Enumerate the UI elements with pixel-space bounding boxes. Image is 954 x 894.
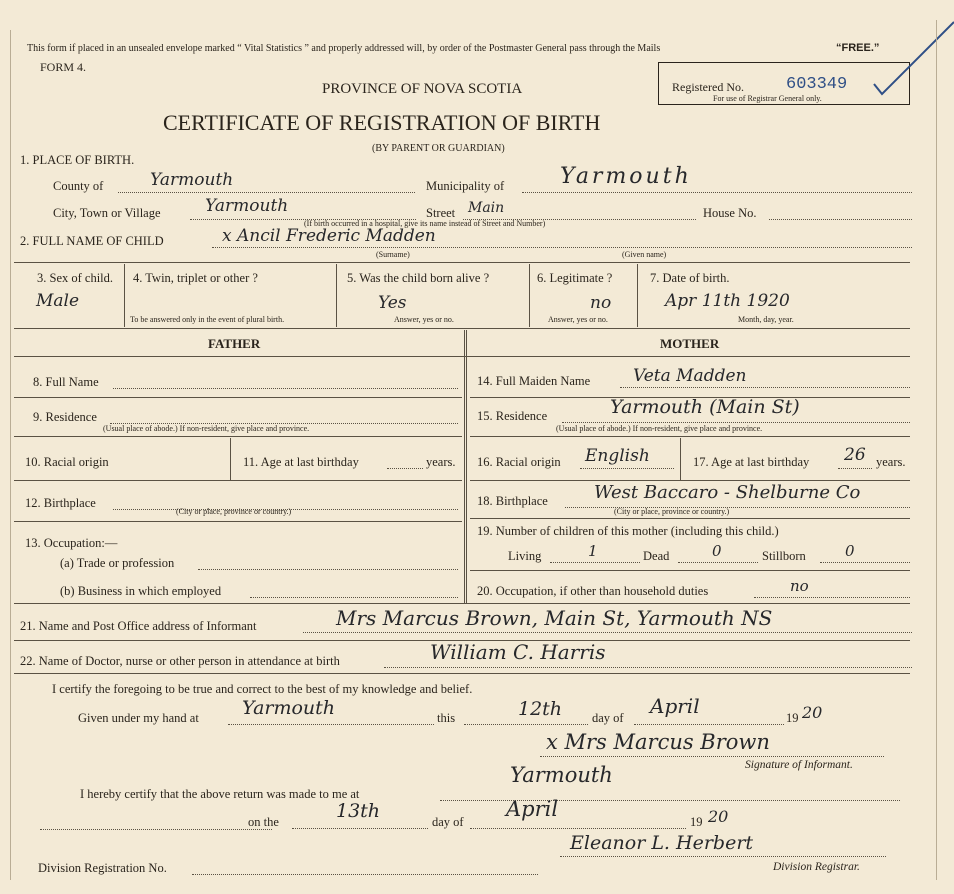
born-alive-value: Yes <box>378 293 407 313</box>
county-value: Yarmouth <box>150 170 234 190</box>
dead-line <box>678 562 758 563</box>
registrar-note: For use of Registrar General only. <box>713 94 822 103</box>
mother-years-label: years. <box>876 455 906 469</box>
stillborn-line <box>820 562 910 563</box>
registrar-statement: I hereby certify that the above return was made to me at <box>80 787 360 801</box>
legitimate-note: Answer, yes or no. <box>548 315 608 324</box>
father-residence-note: (Usual place of abode.) If non-resident, give place and province. <box>103 424 310 433</box>
twin-label: 4. Twin, triplet or other ? <box>133 271 258 285</box>
street-label: Street <box>426 206 456 220</box>
registered-number-label: Registered No. <box>672 80 744 94</box>
child-name-line <box>212 247 912 248</box>
informant-signature-line <box>540 756 884 757</box>
twin-note: To be answered only in the event of plural birth. <box>130 315 285 324</box>
mother-row-rule-2 <box>470 436 910 437</box>
father-birthplace-label: 12. Birthplace <box>25 496 96 510</box>
place-of-birth-heading: 1. PLACE OF BIRTH. <box>20 153 135 167</box>
division-registration-label: Division Registration No. <box>38 861 167 875</box>
mother-occupation-line <box>754 597 910 598</box>
municipality-value: Yarmouth <box>560 164 692 189</box>
stillborn-value: 0 <box>845 542 855 560</box>
stillborn-label: Stillborn <box>762 549 806 563</box>
row3-divider-1 <box>124 264 125 327</box>
registrar-signature-line <box>560 856 886 857</box>
postal-notice: This form if placed in an unsealed envelope marked “ Vital Statistics ” and properly addressed will, by order of the Postmaster General pass through the Mails <box>27 43 661 54</box>
city-value: Yarmouth <box>205 196 289 216</box>
given-place-line <box>228 724 434 725</box>
father-business-label: (b) Business in which employed <box>60 584 222 598</box>
mother-children-label: 19. Number of children of this mother (including this child.) <box>477 524 779 538</box>
certify-statement: I certify the foregoing to be true and correct to the best of my knowledge and belief. <box>52 682 473 696</box>
mother-age-line <box>838 468 872 469</box>
certify-top-rule <box>14 673 910 674</box>
living-value: 1 <box>588 542 598 560</box>
row3-divider-2 <box>336 264 337 327</box>
father-row-rule-4 <box>14 521 462 522</box>
mother-row-rule-3 <box>470 480 910 481</box>
left-margin-edge <box>10 30 11 880</box>
mother-residence-label: 15. Residence <box>477 409 548 423</box>
surname-note: (Surname) <box>376 250 410 259</box>
registrar-day-of-label: day of <box>432 815 464 829</box>
mother-name-value: Veta Madden <box>633 366 747 386</box>
dead-value: 0 <box>712 542 722 560</box>
father-heading: FATHER <box>208 336 261 351</box>
born-alive-label: 5. Was the child born alive ? <box>347 271 490 285</box>
registrar-signature: Eleanor L. Herbert <box>570 832 754 854</box>
mother-racial-divider <box>680 438 681 480</box>
legitimate-value: no <box>590 293 612 313</box>
certify-day-of-label: day of <box>592 711 624 725</box>
check-mark-icon <box>870 18 954 108</box>
mother-residence-note: (Usual place of abode.) If non-resident, give place and province. <box>556 424 763 433</box>
father-name-line <box>113 388 458 389</box>
doctor-line <box>384 667 912 668</box>
mother-residence-value: Yarmouth (Main St) <box>610 396 800 418</box>
sex-value: Male <box>36 291 80 311</box>
row3-top-rule <box>14 262 910 263</box>
mother-birthplace-note: (City or place, province or country.) <box>614 507 730 516</box>
date-of-birth-note: Month, day, year. <box>738 315 794 324</box>
registrar-day-line <box>292 828 428 829</box>
given-under-hand-label: Given under my hand at <box>78 711 199 725</box>
legitimate-label: 6. Legitimate ? <box>537 271 613 285</box>
father-name-label: 8. Full Name <box>33 375 99 389</box>
right-margin-edge <box>936 20 937 880</box>
municipality-label: Municipality of <box>426 179 505 193</box>
street-value: Main <box>468 200 505 216</box>
child-name-value: x Ancil Frederic Madden <box>222 226 436 246</box>
certify-month-value: April <box>650 694 700 718</box>
date-of-birth-value: Apr 11th 1920 <box>665 291 790 311</box>
certify-month-line <box>634 724 784 725</box>
mother-birthplace-value: West Baccaro - Shelburne Co <box>594 482 861 503</box>
informant-label: 21. Name and Post Office address of Informant <box>20 619 257 633</box>
parents-top-rule <box>14 328 910 329</box>
registrar-day-value: 13th <box>336 800 381 822</box>
father-years-label: years. <box>426 455 456 469</box>
street-note: (If birth occurred in a hospital, give its name instead of Street and Number) <box>304 219 546 228</box>
living-line <box>550 562 640 563</box>
mother-racial-line <box>580 468 674 469</box>
mother-birthplace-label: 18. Birthplace <box>477 494 548 508</box>
this-label: this <box>437 711 456 725</box>
mother-residence-line <box>562 422 910 423</box>
mother-racial-value: English <box>585 446 650 466</box>
division-registrar-label: Division Registrar. <box>773 861 860 873</box>
division-registration-line <box>192 874 538 875</box>
father-age-line <box>387 468 423 469</box>
parents-center-divider <box>464 330 467 603</box>
mother-name-line <box>620 387 910 388</box>
mother-row-rule-5 <box>470 570 910 571</box>
father-occupation-label: 13. Occupation:— <box>25 536 118 550</box>
mother-name-label: 14. Full Maiden Name <box>477 374 591 388</box>
registrar-month-line <box>470 828 686 829</box>
mother-row-rule-4 <box>470 518 910 519</box>
mother-occupation-label: 20. Occupation, if other than household duties <box>477 584 709 598</box>
dead-label: Dead <box>643 549 670 563</box>
registrar-place-value: Yarmouth <box>510 763 613 787</box>
doctor-label: 22. Name of Doctor, nurse or other person in attendance at birth <box>20 654 340 668</box>
living-label: Living <box>508 549 542 563</box>
city-label: City, Town or Village <box>53 206 161 220</box>
mother-heading: MOTHER <box>660 336 720 351</box>
registrar-year-prefix: 19 <box>690 815 703 829</box>
province-heading: PROVINCE OF NOVA SCOTIA <box>322 81 523 97</box>
house-number-line <box>769 219 912 220</box>
father-trade-line <box>198 569 458 570</box>
father-row-rule-1 <box>14 397 462 398</box>
house-number-label: House No. <box>703 206 757 220</box>
informant-signature: x Mrs Marcus Brown <box>546 730 770 754</box>
registrar-year-value: 20 <box>708 807 729 826</box>
given-name-note: (Given name) <box>622 250 667 259</box>
informant-line <box>303 632 912 633</box>
certify-day-line <box>464 724 588 725</box>
certify-year-prefix: 19 <box>786 711 799 725</box>
father-business-line <box>250 597 458 598</box>
county-label: County of <box>53 179 104 193</box>
child-name-label: 2. FULL NAME OF CHILD <box>20 234 164 248</box>
father-row-rule-2 <box>14 436 462 437</box>
postal-free-note: “FREE.” <box>836 42 880 54</box>
certify-day-value: 12th <box>518 698 563 720</box>
row3-divider-3 <box>529 264 530 327</box>
certify-year-value: 20 <box>802 703 823 722</box>
county-line <box>118 192 415 193</box>
mother-racial-label: 16. Racial origin <box>477 455 561 469</box>
certificate-subtitle: (BY PARENT OR GUARDIAN) <box>372 143 505 154</box>
sex-label: 3. Sex of child. <box>37 271 114 285</box>
form-number: FORM 4. <box>40 60 87 74</box>
mother-occupation-value: no <box>790 577 809 595</box>
born-alive-note: Answer, yes or no. <box>394 315 454 324</box>
informant-value: Mrs Marcus Brown, Main St, Yarmouth NS <box>336 606 773 630</box>
registered-number-value: 603349 <box>786 75 848 94</box>
mother-age-value: 26 <box>844 445 866 465</box>
municipality-line <box>522 192 912 193</box>
registrar-blank-line <box>40 829 272 830</box>
father-birthplace-note: (City or place, province or country.) <box>176 507 292 516</box>
doctor-value: William C. Harris <box>430 640 606 664</box>
informant-top-rule <box>14 603 910 604</box>
registrar-month-value: April <box>506 797 559 821</box>
father-racial-divider <box>230 438 231 480</box>
mother-age-label: 17. Age at last birthday <box>693 455 810 469</box>
parents-heading-rule <box>14 356 910 357</box>
father-age-label: 11. Age at last birthday <box>243 455 359 469</box>
informant-signature-label: Signature of Informant. <box>745 759 853 771</box>
given-place-value: Yarmouth <box>242 697 336 719</box>
father-trade-label: (a) Trade or profession <box>60 556 175 570</box>
date-of-birth-label: 7. Date of birth. <box>650 271 730 285</box>
father-row-rule-3 <box>14 480 462 481</box>
father-racial-label: 10. Racial origin <box>25 455 109 469</box>
row3-divider-4 <box>637 264 638 327</box>
father-residence-label: 9. Residence <box>33 410 97 424</box>
certificate-title: CERTIFICATE OF REGISTRATION OF BIRTH <box>163 110 601 135</box>
on-the-label: on the <box>248 815 279 829</box>
